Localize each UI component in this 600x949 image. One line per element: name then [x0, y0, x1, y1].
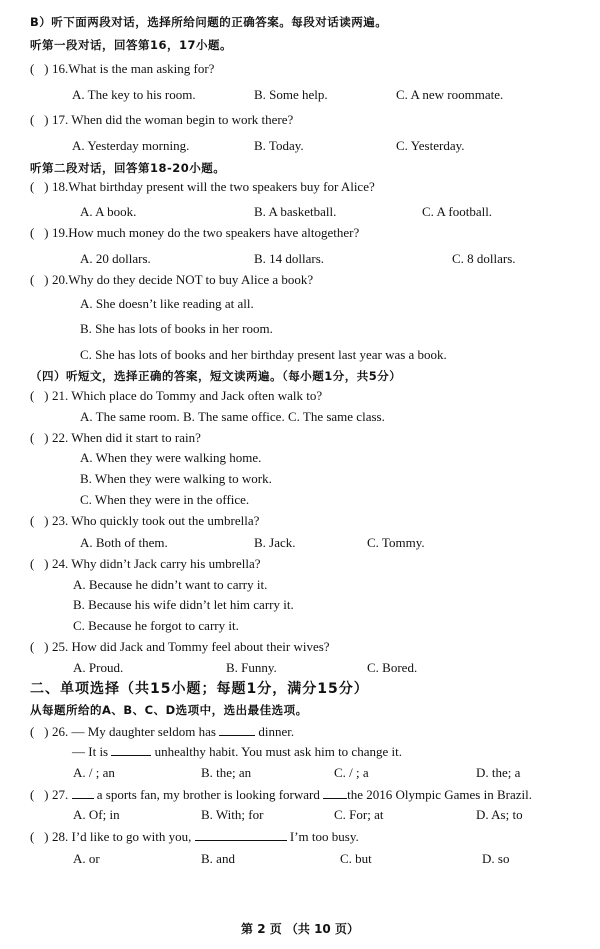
question-text: How much money do the two speakers have altogether? — [68, 225, 360, 240]
question-text: Why do they decide NOT to buy Alice a book? — [68, 272, 314, 287]
option-17c[interactable]: C. Yesterday. — [396, 138, 465, 153]
section2-instruction: 从每题所给的A、B、C、D选项中，选出最佳选项。 — [30, 703, 308, 717]
answer-paren[interactable]: ( ) — [30, 787, 49, 802]
answer-blank[interactable] — [195, 828, 287, 841]
question-number: 28. — [52, 829, 69, 844]
question-28 — [30, 828, 359, 845]
question-16 — [30, 61, 214, 77]
question-26-reply — [72, 743, 402, 760]
question-text: When did the woman begin to work there? — [68, 112, 294, 127]
dialog1-instruction: 听第一段对话，回答第16，17小题。 — [30, 38, 233, 52]
answer-blank[interactable] — [111, 743, 151, 756]
option-20a[interactable]: A. She doesn’t like reading at all. — [80, 296, 254, 311]
answer-paren[interactable]: ( ) — [30, 225, 49, 240]
question-number: 21. — [52, 388, 69, 403]
answer-paren[interactable]: ( ) — [30, 724, 49, 739]
option-26a[interactable]: A. / ; an — [73, 765, 115, 780]
question-text-end: the 2016 Olympic Games in Brazil. — [347, 787, 532, 802]
option-19c[interactable]: C. 8 dollars. — [452, 251, 516, 266]
answer-paren[interactable]: ( ) — [30, 272, 49, 287]
option-21[interactable]: A. The same room. B. The same office. C. The same class. — [80, 409, 385, 424]
option-20b[interactable]: B. She has lots of books in her room. — [80, 321, 273, 336]
answer-paren[interactable]: ( ) — [30, 388, 49, 403]
option-17a[interactable]: A. Yesterday morning. — [72, 138, 190, 153]
option-25c[interactable]: C. Bored. — [367, 660, 418, 675]
option-18c[interactable]: C. A football. — [422, 204, 493, 219]
answer-paren[interactable]: ( ) — [30, 179, 49, 194]
question-number: 22. — [52, 430, 69, 445]
question-text: What is the man asking for? — [68, 61, 215, 76]
question-text: Why didn’t Jack carry his umbrella? — [68, 556, 261, 571]
question-number: 24. — [52, 556, 69, 571]
section2-title: 二、单项选择（共15小题；每题1分，满分15分） — [30, 681, 369, 697]
answer-paren[interactable]: ( ) — [30, 430, 49, 445]
option-24c[interactable]: C. Because he forgot to carry it. — [73, 618, 239, 633]
option-24a[interactable]: A. Because he didn’t want to carry it. — [73, 577, 268, 592]
option-16c[interactable]: C. A new roommate. — [396, 87, 504, 102]
option-16a[interactable]: A. The key to his room. — [72, 87, 196, 102]
question-number: 18. — [52, 179, 69, 194]
option-17b[interactable]: B. Today. — [254, 138, 304, 153]
option-25a[interactable]: A. Proud. — [73, 660, 124, 675]
option-25b[interactable]: B. Funny. — [226, 660, 277, 675]
question-number: 26. — [52, 724, 69, 739]
question-number: 19. — [52, 225, 69, 240]
option-26b[interactable]: B. the; an — [201, 765, 252, 780]
question-24 — [30, 556, 261, 572]
part4-instruction: （四）听短文，选择正确的答案，短文读两遍。（每小题1分，共5分） — [30, 369, 402, 383]
question-text-start: — My daughter seldom has — [68, 724, 220, 739]
question-17 — [30, 112, 293, 128]
option-23a[interactable]: A. Both of them. — [80, 535, 168, 550]
option-20c[interactable]: C. She has lots of books and her birthday present last year was a book. — [80, 347, 447, 362]
answer-blank[interactable] — [323, 786, 347, 799]
option-27c[interactable]: C. For; at — [334, 807, 384, 822]
question-number: 27. — [52, 787, 69, 802]
question-text: How did Jack and Tommy feel about their wives? — [68, 639, 330, 654]
option-28b[interactable]: B. and — [201, 851, 235, 866]
answer-paren[interactable]: ( ) — [30, 829, 49, 844]
option-18a[interactable]: A. A book. — [80, 204, 137, 219]
answer-paren[interactable]: ( ) — [30, 61, 49, 76]
page-footer: 第 2 页 （共 10 页） — [241, 922, 359, 936]
question-19 — [30, 225, 359, 241]
option-26d[interactable]: D. the; a — [476, 765, 521, 780]
option-22a[interactable]: A. When they were walking home. — [80, 450, 262, 465]
question-26 — [30, 723, 294, 740]
option-22c[interactable]: C. When they were in the office. — [80, 492, 250, 507]
reply-text-end: unhealthy habit. You must ask him to change it. — [151, 744, 402, 759]
option-27b[interactable]: B. With; for — [201, 807, 264, 822]
answer-paren[interactable]: ( ) — [30, 112, 49, 127]
answer-paren[interactable]: ( ) — [30, 513, 49, 528]
question-number: 25. — [52, 639, 69, 654]
option-19a[interactable]: A. 20 dollars. — [80, 251, 151, 266]
answer-paren[interactable]: ( ) — [30, 556, 49, 571]
question-number: 23. — [52, 513, 69, 528]
question-text-start: I’d like to go with you, — [68, 829, 195, 844]
option-23c[interactable]: C. Tommy. — [367, 535, 425, 550]
question-23 — [30, 513, 259, 529]
question-21 — [30, 388, 322, 404]
question-number: 17. — [52, 112, 69, 127]
question-27 — [30, 786, 532, 803]
question-25 — [30, 639, 330, 655]
option-28d[interactable]: D. so — [482, 851, 510, 866]
question-text: Who quickly took out the umbrella? — [68, 513, 260, 528]
option-19b[interactable]: B. 14 dollars. — [254, 251, 325, 266]
part-b-instruction: B）听下面两段对话，选择所给问题的正确答案。每段对话读两遍。 — [30, 15, 388, 29]
option-24b[interactable]: B. Because his wife didn’t let him carry it. — [73, 597, 294, 612]
option-16b[interactable]: B. Some help. — [254, 87, 328, 102]
question-text-end: I’m too busy. — [286, 829, 359, 844]
option-18b[interactable]: B. A basketball. — [254, 204, 337, 219]
option-22b[interactable]: B. When they were walking to work. — [80, 471, 272, 486]
option-26c[interactable]: C. / ; a — [334, 765, 369, 780]
answer-blank[interactable] — [219, 723, 255, 736]
question-text: What birthday present will the two speakers buy for Alice? — [68, 179, 375, 194]
question-number: 16. — [52, 61, 69, 76]
answer-blank[interactable] — [72, 786, 94, 799]
option-27a[interactable]: A. Of; in — [73, 807, 120, 822]
question-18 — [30, 179, 375, 195]
option-27d[interactable]: D. As; to — [476, 807, 523, 822]
option-28a[interactable]: A. or — [73, 851, 100, 866]
question-text: When did it start to rain? — [68, 430, 201, 445]
question-22 — [30, 430, 201, 446]
question-text: Which place do Tommy and Jack often walk to? — [68, 388, 323, 403]
question-20 — [30, 272, 313, 288]
answer-paren[interactable]: ( ) — [30, 639, 49, 654]
option-28c[interactable]: C. but — [340, 851, 372, 866]
dialog2-instruction: 听第二段对话，回答第18-20小题。 — [30, 161, 226, 175]
reply-text-start: — It is — [72, 744, 112, 759]
question-text-end: dinner. — [255, 724, 295, 739]
question-number: 20. — [52, 272, 69, 287]
option-23b[interactable]: B. Jack. — [254, 535, 296, 550]
question-text-middle: a sports fan, my brother is looking forward — [93, 787, 324, 802]
